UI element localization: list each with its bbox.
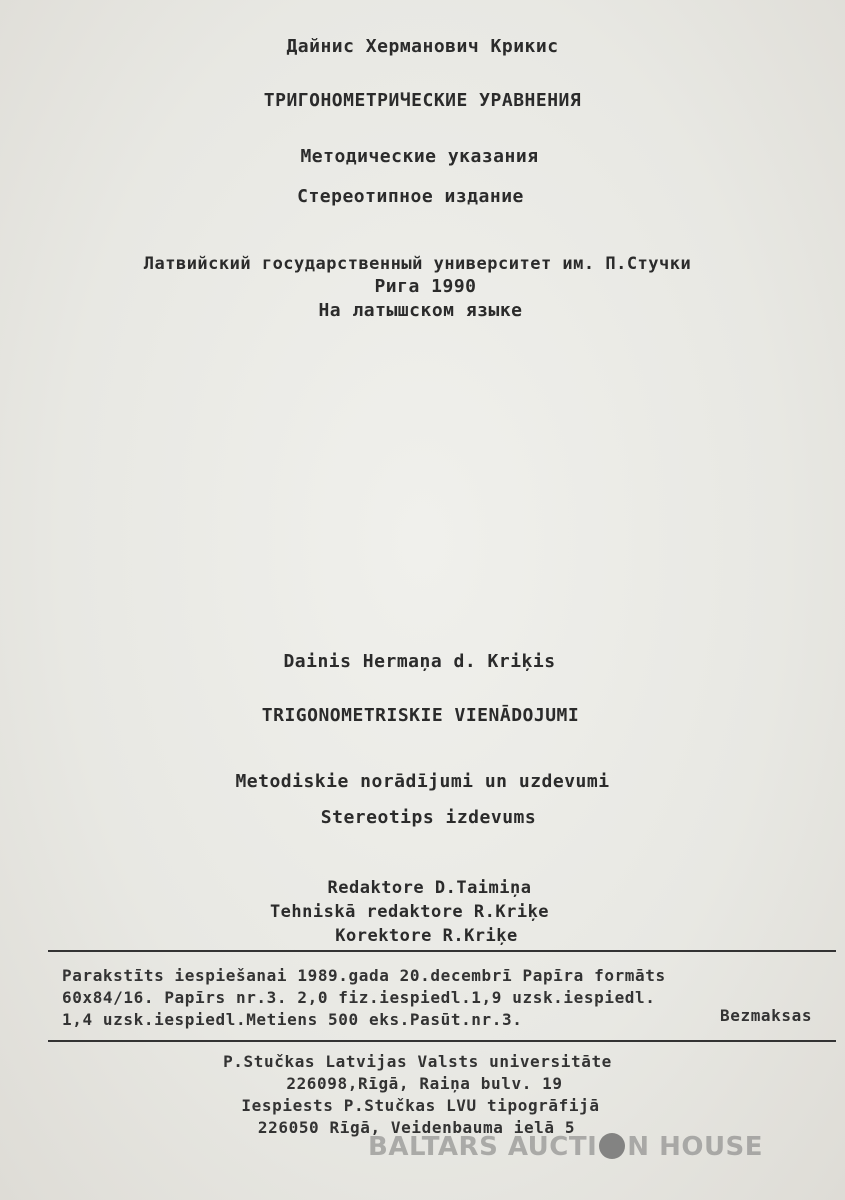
russian-subtitle: Методические указания bbox=[300, 146, 539, 167]
imprint-university: P.Stučkas Latvijas Valsts universitāte bbox=[223, 1052, 612, 1071]
latvian-author: Dainis Hermaņa d. Kriķis bbox=[283, 651, 556, 672]
latvian-proofreader: Korektore R.Kriķe bbox=[335, 926, 518, 946]
imprint-printed-at: Iespiests P.Stučkas LVU tipogrāfijā bbox=[241, 1096, 600, 1115]
print-details-line1: Parakstīts iespiešanai 1989.gada 20.decembrī Papīra formāts bbox=[62, 966, 666, 985]
latvian-title: TRIGONOMETRISKIE VIENĀDOJUMI bbox=[261, 705, 580, 726]
imprint-print-address: 226050 Rīgā, Veidenbauma ielā 5 bbox=[257, 1118, 576, 1137]
print-details-line2: 60x84/16. Papīrs nr.3. 2,0 fiz.iespiedl.1,9 uzsk.iespiedl. bbox=[62, 988, 656, 1007]
print-price: Bezmaksas bbox=[720, 1006, 813, 1025]
russian-publisher: Латвийский государственный университет им. П.Стучки bbox=[143, 254, 692, 274]
russian-author: Дайнис Херманович Крикис bbox=[286, 36, 559, 57]
russian-title: ТРИГОНОМЕТРИЧЕСКИЕ УРАВНЕНИЯ bbox=[263, 90, 582, 111]
watermark-text-left: BALTARS AUCTI bbox=[368, 1132, 598, 1162]
russian-edition: Стереотипное издание bbox=[297, 186, 524, 207]
imprint-university-address: 226098,Rīgā, Raiņa bulv. 19 bbox=[286, 1074, 563, 1093]
latvian-technical-editor: Tehniskā redaktore R.Kriķe bbox=[269, 902, 550, 922]
bottom-rule bbox=[48, 1040, 836, 1042]
top-rule bbox=[48, 950, 836, 952]
print-details-line3: 1,4 uzsk.iespiedl.Metiens 500 eks.Pasūt.nr.3. bbox=[62, 1010, 523, 1029]
russian-city-year: Рига 1990 bbox=[374, 276, 477, 297]
watermark-logo-icon bbox=[599, 1133, 625, 1159]
watermark bbox=[368, 1132, 763, 1162]
latvian-subtitle: Metodiskie norādījumi un uzdevumi bbox=[235, 771, 610, 792]
latvian-editor: Redaktore D.Taimiņa bbox=[327, 878, 532, 898]
watermark-text-right: N HOUSE bbox=[627, 1132, 764, 1162]
latvian-edition: Stereotips izdevums bbox=[320, 807, 537, 828]
russian-language-note: На латышском языке bbox=[318, 300, 523, 321]
